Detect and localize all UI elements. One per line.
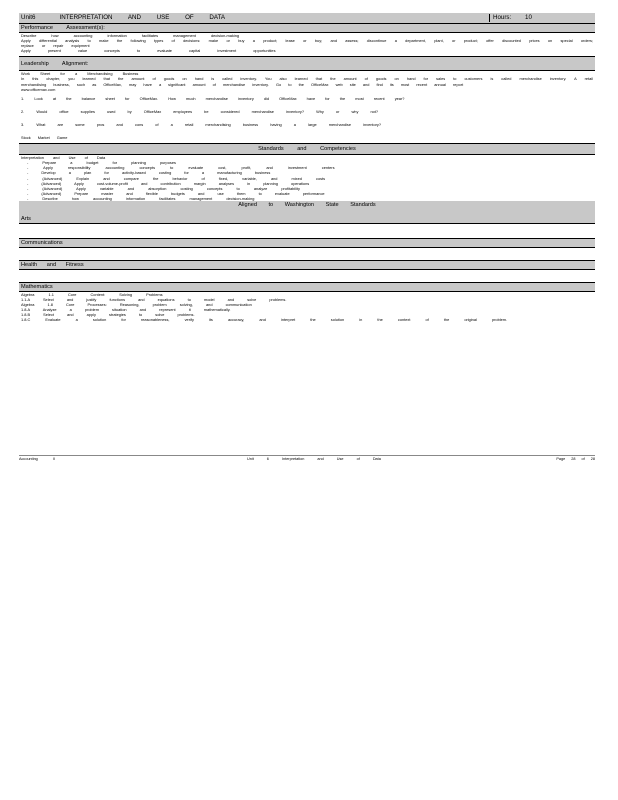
leadership-question: 1. Look at the balance sheet for OfficeMax. How much merchandise inventory did OfficeMax have for the most recent year?	[21, 95, 405, 101]
performance-line: Apply differential analysis to make the following types of decisions: make or buy a product; lease or buy; and assess; discontinue a department, plant, or product; offer discounted prices on special orders; replace or repair equipment	[21, 38, 593, 49]
hours-value: 10	[525, 14, 532, 21]
standards-line: - Prepare a budget for planning purposes	[27, 160, 176, 166]
leadership-question: 2. Would office supplies used by OfficeMax employees be considered merchandise inventory? Why or why not?	[21, 108, 379, 114]
leadership-closing: Stock Market Game	[21, 135, 68, 141]
standards-line: - (Advanced) Apply variable and absorption costing concepts to analyze profitability	[27, 185, 300, 191]
footer-course: Accounting II	[19, 457, 55, 461]
leadership-heading: Leadership Alignment:	[19, 57, 595, 71]
arts-heading: Arts	[21, 215, 31, 222]
leadership-intro: In this chapter, you learned that the amount of goods on hand is called inventory. You also learned that the amount of goods on hand for sales to customers is called merchandise inventory. A retail merchandising business, such as OfficeMax, may have a significant amount of merchandise inventory. Go to the OfficeMax web site and find its most recent annual report	[21, 76, 593, 87]
leadership-intro: Work Sheet for a Merchandising Business	[21, 71, 139, 77]
unit-header	[19, 13, 595, 24]
footer-page: Page 28 of 28	[556, 457, 595, 461]
aligned-heading: Aligned to Washington State Standards	[238, 201, 376, 208]
performance-heading: Performance Assessment(s):	[19, 24, 595, 33]
standards-line: - (Advanced) Apply cost-volume-profit and contribution margin analyses in planning operations	[27, 180, 310, 186]
leadership-link[interactable]: www.officemax.com	[21, 86, 56, 92]
unit-number: 6	[32, 14, 36, 21]
standards-line: - Apply responsibility accounting concepts to evaluate cost, profit, and investment centers	[27, 165, 335, 171]
standards-line: Interpretation and Use of Data	[21, 155, 106, 161]
standards-line: - (Advanced) Explain and compare the behavior of fixed, variable, and mixed costs	[27, 175, 326, 181]
aligned-heading-block	[19, 201, 595, 224]
performance-line: Describe how accounting information facilitates management decision-making	[21, 33, 240, 38]
math-line: 1.8.C Evaluate a solution for reasonableness, verify its accuracy, and interpret the solution in the context of the original problem.	[21, 317, 508, 323]
unit-title: INTERPRETATION AND USE OF DATA	[59, 14, 226, 21]
unit-label: Unit	[21, 14, 33, 21]
standards-heading: Standards and Competencies	[19, 143, 595, 155]
health-heading: Health and Fitness	[19, 260, 595, 270]
lesson-plan-page	[19, 13, 595, 323]
footer-unit: Unit 6 Interpretation and Use of Data	[247, 457, 381, 461]
performance-line: Apply present value concepts to evaluate capital investment opportunities	[19, 48, 595, 57]
math-line: Algebra 1.8 Core Processes: Reasoning, problem solving, and communication	[21, 302, 252, 308]
math-line: 1.8.A Analyze a problem situation and represent it mathematically.	[21, 307, 231, 313]
standards-line: - Develop a plan for activity-based costing for a manufacturing business	[27, 170, 271, 176]
math-line: Algebra 1.1 Core Content: Solving Problems	[21, 291, 163, 297]
hours-label: Hours:	[493, 14, 512, 21]
math-line: 1.8.B Select and apply strategies to solve problems.	[21, 312, 195, 318]
math-line: 1.1.A Select and justify functions and equations to model and solve problems.	[21, 297, 287, 303]
standards-line: - (Advanced) Prepare master and flexible budgets and use them to evaluate performance	[27, 190, 325, 196]
page-footer	[19, 455, 595, 461]
leadership-question: 3. What are some pros and cons of a retail merchandising business having a large merchandise inventory?	[21, 121, 382, 127]
communications-heading: Communications	[19, 238, 595, 248]
mathematics-heading: Mathematics	[19, 282, 595, 292]
standards-line: - Describe how accounting information facilitates management decision-making	[27, 195, 255, 201]
